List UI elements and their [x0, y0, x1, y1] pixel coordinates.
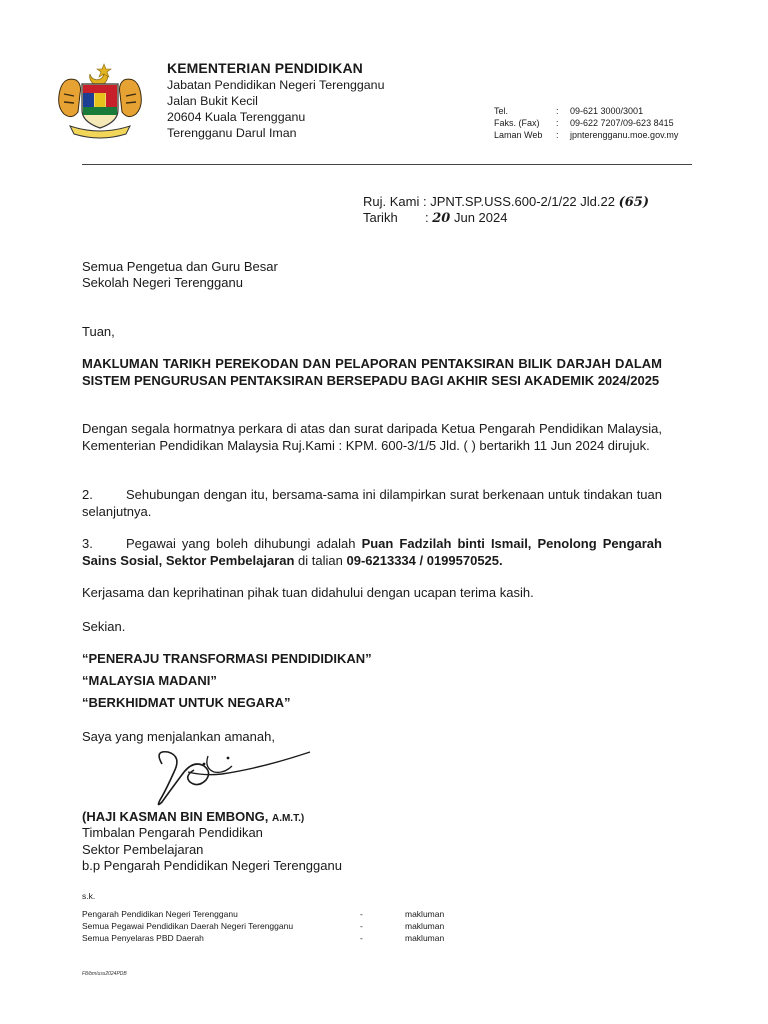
address-line-postcode: 20604 Kuala Terengganu	[167, 110, 306, 124]
file-reference-footer: F8/bm/uss2024PDB	[82, 971, 127, 977]
contact-person: Puan Fadzilah binti Ismail, Penolong Pengarah Sains Sosial, Sektor Pembelajaran	[82, 536, 662, 568]
paragraph-2	[82, 487, 662, 520]
sk-row	[82, 921, 444, 933]
recipient-line-1: Semua Pengetua dan Guru Besar	[82, 259, 278, 274]
slogan-2: “MALAYSIA MADANI”	[82, 673, 217, 688]
signatory-title: Timbalan Pengarah Pendidikan	[82, 825, 263, 840]
sk-note: makluman	[405, 933, 445, 943]
signatory-honorific: A.M.T.)	[271, 813, 305, 824]
paragraph-text: Pegawai yang boleh dihubungi adalah	[126, 536, 362, 551]
sk-note: makluman	[405, 921, 445, 931]
ministry-name: KEMENTERIAN PENDIDIKAN	[167, 60, 363, 76]
salutation: Tuan,	[82, 324, 115, 339]
address-line-state: Terengganu Darul Iman	[167, 126, 297, 140]
sk-recipient: Pengarah Pendidikan Negeri Terengganu	[82, 909, 238, 919]
letterhead-divider	[82, 164, 692, 165]
sk-recipient: Semua Penyelaras PBD Daerah	[82, 933, 204, 943]
address-line-street: Jalan Bukit Kecil	[167, 94, 258, 108]
contact-label: Tel.	[494, 106, 509, 116]
address-line-department: Jabatan Pendidikan Negeri Terengganu	[167, 78, 385, 92]
sk-dash: -	[360, 921, 363, 931]
contact-phone: 09-6213334 / 0199570525.	[346, 552, 503, 568]
sk-dash: -	[360, 933, 363, 943]
slogan-3: “BERKHIDMAT UNTUK NEGARA”	[82, 695, 291, 710]
tarikh-value: Jun 2024	[453, 210, 508, 225]
signatory-sector: Sektor Pembelajaran	[82, 842, 204, 857]
sekian: Sekian.	[82, 619, 126, 634]
paragraph-text: di talian	[294, 552, 347, 568]
contact-value: 09-622 7207/09-623 8415	[570, 118, 674, 128]
sk-recipient: Semua Pegawai Pendidikan Daerah Negeri Terengganu	[82, 921, 294, 931]
sk-label: s.k.	[82, 891, 96, 901]
coat-of-arms-emblem	[52, 60, 148, 140]
contact-label: Faks. (Fax)	[494, 118, 540, 128]
recipient-line-2: Sekolah Negeri Terengganu	[82, 275, 243, 290]
sk-dash: -	[360, 909, 363, 919]
signatory-name-text: (HAJI KASMAN BIN EMBONG,	[82, 809, 269, 824]
tarikh-handwritten-day: 20	[432, 211, 451, 226]
tarikh-label: Tarikh	[363, 210, 398, 225]
paragraph-3	[82, 536, 662, 569]
tarikh-sep: :	[425, 210, 429, 225]
ruj-handwritten-number: (65)	[618, 195, 649, 210]
signatory-on-behalf: b.p Pengarah Pendidikan Negeri Terengganu	[82, 858, 342, 873]
amanah-line: Saya yang menjalankan amanah,	[82, 729, 275, 744]
handwritten-signature	[140, 742, 330, 812]
contact-label: Laman Web	[494, 130, 543, 140]
contact-value: jpnterengganu.moe.gov.my	[570, 130, 679, 140]
paragraph-number: 3.	[82, 536, 93, 551]
paragraph-number: 2.	[82, 487, 93, 502]
contact-tel: Tel. : 09-621 3000/3001	[494, 106, 644, 116]
closing-remark: Kerjasama dan keprihatinan pihak tuan didahului dengan ucapan terima kasih.	[82, 585, 534, 600]
subject-heading: MAKLUMAN TARIKH PEREKODAN DAN PELAPORAN PENTAKSIRAN BILIK DARJAH DALAM SISTEM PENGURUSAN PENTAKSIRAN BERSEPADU BAGI AKHIR SESI AKADEMIK 2024/2025	[82, 356, 662, 388]
contact-website: Laman Web : jpnterengganu.moe.gov.my	[494, 130, 679, 140]
ruj-label: Ruj. Kami	[363, 194, 420, 209]
contact-value: 09-621 3000/3001	[570, 106, 644, 116]
sk-row	[82, 909, 444, 921]
paragraph-1: Dengan segala hormatnya perkara di atas dan surat daripada Ketua Pengarah Pendidikan Malaysia, Kementerian Pendidikan Malaysia Ruj.Kami : KPM. 600-3/1/5 Jld. ( ) bertarikh 11 Jun 2024 dirujuk.	[82, 421, 662, 453]
slogan-1: “PENERAJU TRANSFORMASI PENDIDIDIKAN”	[82, 651, 372, 666]
paragraph-text: Sehubungan dengan itu, bersama-sama ini dilampirkan surat berkenaan untuk tindakan tuan selanjutnya.	[82, 487, 662, 519]
sk-note: makluman	[405, 909, 445, 919]
sk-row	[82, 933, 444, 945]
ruj-value: : JPNT.SP.USS.600-2/1/22 Jld.22	[422, 194, 615, 209]
contact-fax: Faks. (Fax) : 09-622 7207/09-623 8415	[494, 118, 674, 128]
date-line	[363, 209, 507, 228]
